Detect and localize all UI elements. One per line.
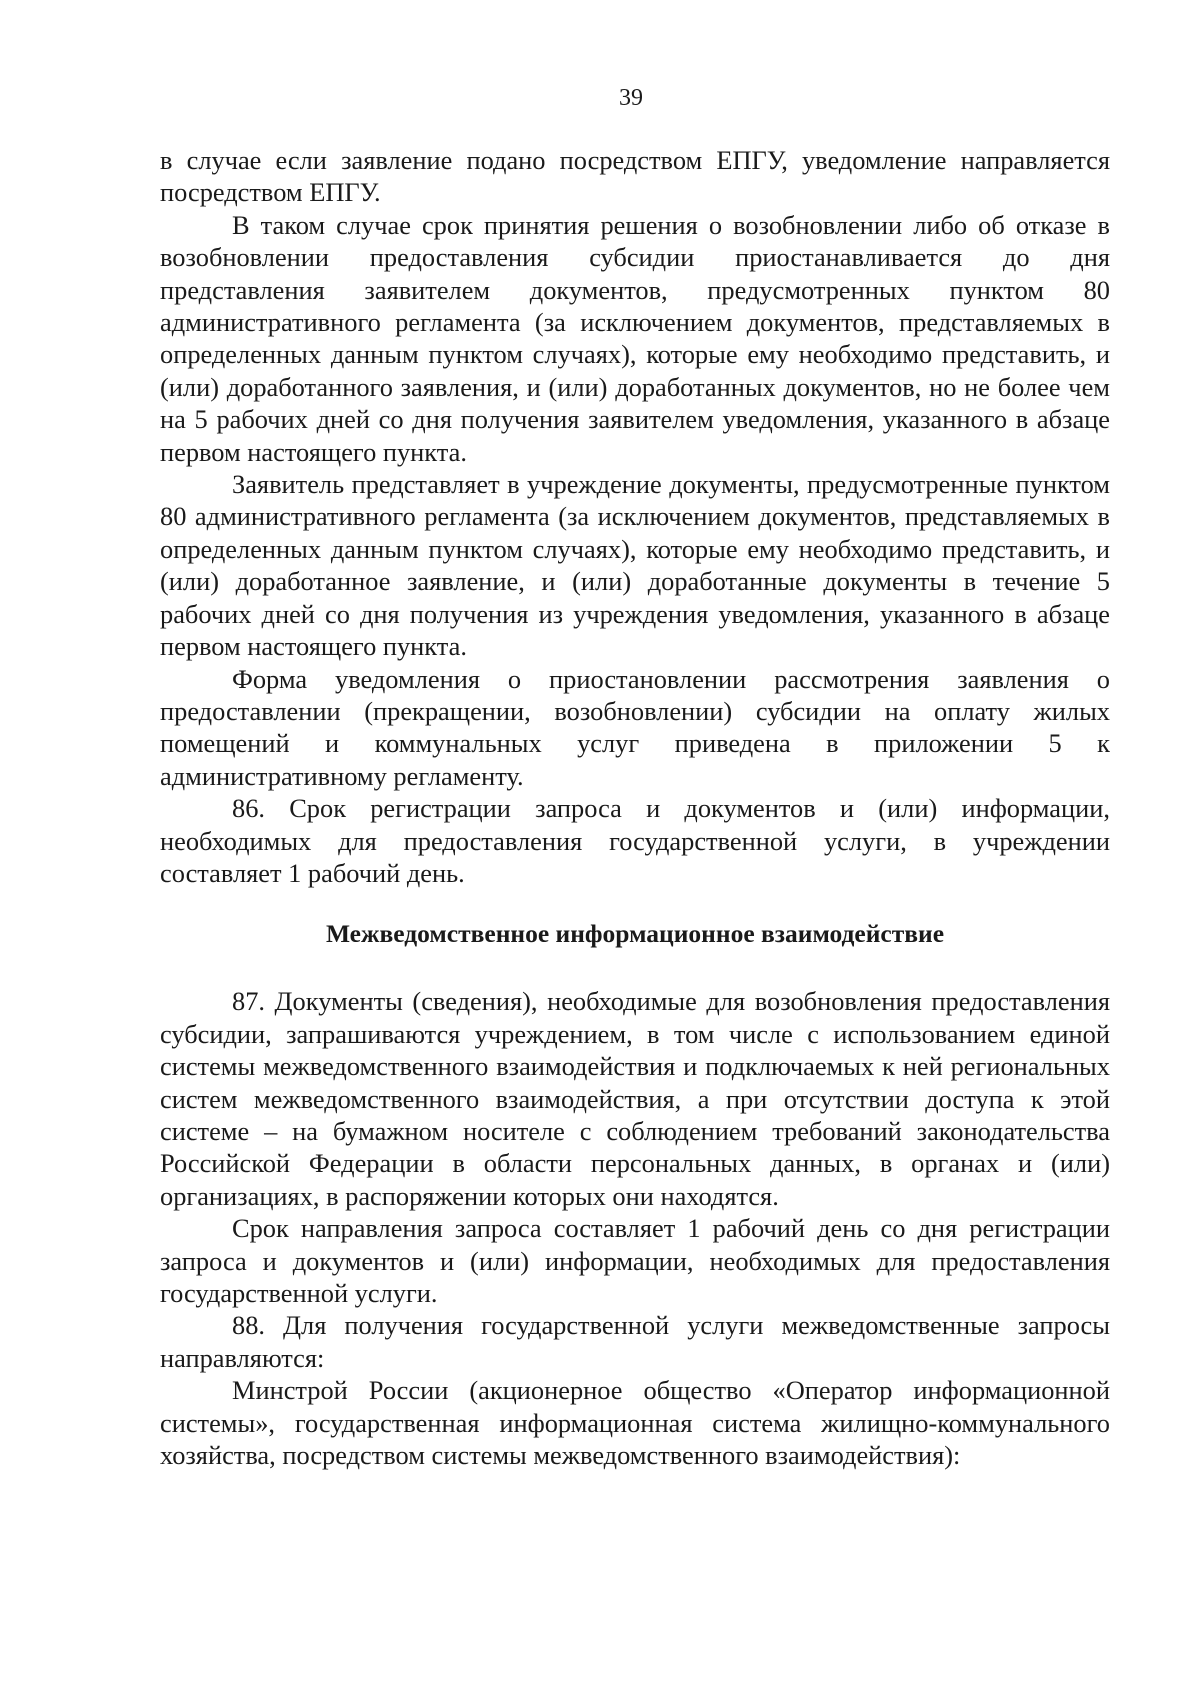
paragraph-item-88: 88. Для получения государственной услуги межведомственные запросы направляются: <box>160 1310 1110 1373</box>
paragraph: в случае если заявление подано посредством ЕПГУ, уведомление направляется посредством ЕПГУ. <box>160 145 1110 208</box>
paragraph: Срок направления запроса составляет 1 рабочий день со дня регистрации запроса и документов и (или) информации, необходимых для предоставления государственной услуги. <box>160 1213 1110 1308</box>
paragraph: Минстрой России (акционерное общество «Оператор информационной системы», государственная информационная система жилищно-коммунального хозяйства, посредством системы межведомственного взаимодействия): <box>160 1375 1110 1471</box>
section-heading: Межведомственное информационное взаимодействие <box>325 919 945 949</box>
paragraph-item-87: 87. Документы (сведения), необходимые для возобновления предоставления субсидии, запрашиваются учреждением, в том числе с использованием единой системы межведомственного взаимодействия и подключаемых к ней региональных систем межведомственного взаимодействия, а при отсутствии доступа к этой системе – на бумажном носителе с соблюдением требований законодательства Российской Федерации в области персональных данных, в органах и (или) организациях, в распоряжении которых они находятся. <box>160 986 1110 1211</box>
paragraph: В таком случае срок принятия решения о возобновлении либо об отказе в возобновлении предоставления субсидии приостанавливается до дня представления заявителем документов, предусмотренных пунктом 80 административного регламента (за исключением документов, представляемых в определенных данным пунктом случаях), которые ему необходимо представить, и (или) доработанного заявления, и (или) доработанных документов, но не более чем на 5 рабочих дней со дня получения заявителем уведомления, указанного в абзаце первом настоящего пункта. <box>160 209 1110 467</box>
paragraph-item-86: 86. Срок регистрации запроса и документов и (или) информации, необходимых для предоставления государственной услуги, в учреждении составляет 1 рабочий день. <box>160 793 1110 888</box>
paragraph: Заявитель представляет в учреждение документы, предусмотренные пунктом 80 административного регламента (за исключением документов, представляемых в определенных данным пунктом случаях), которые ему необходимо представить, и (или) доработанное заявление, и (или) доработанные документы в течение 5 рабочих дней со дня получения из учреждения уведомления, указанного в абзаце первом настоящего пункта. <box>160 469 1110 662</box>
paragraph: Форма уведомления о приостановлении рассмотрения заявления о предоставлении (прекращении, возобновлении) субсидии на оплату жилых помещений и коммунальных услуг приведена в приложении 5 к административному регламенту. <box>160 663 1110 791</box>
page-number: 39 <box>619 85 643 111</box>
document-body <box>160 144 1110 1471</box>
